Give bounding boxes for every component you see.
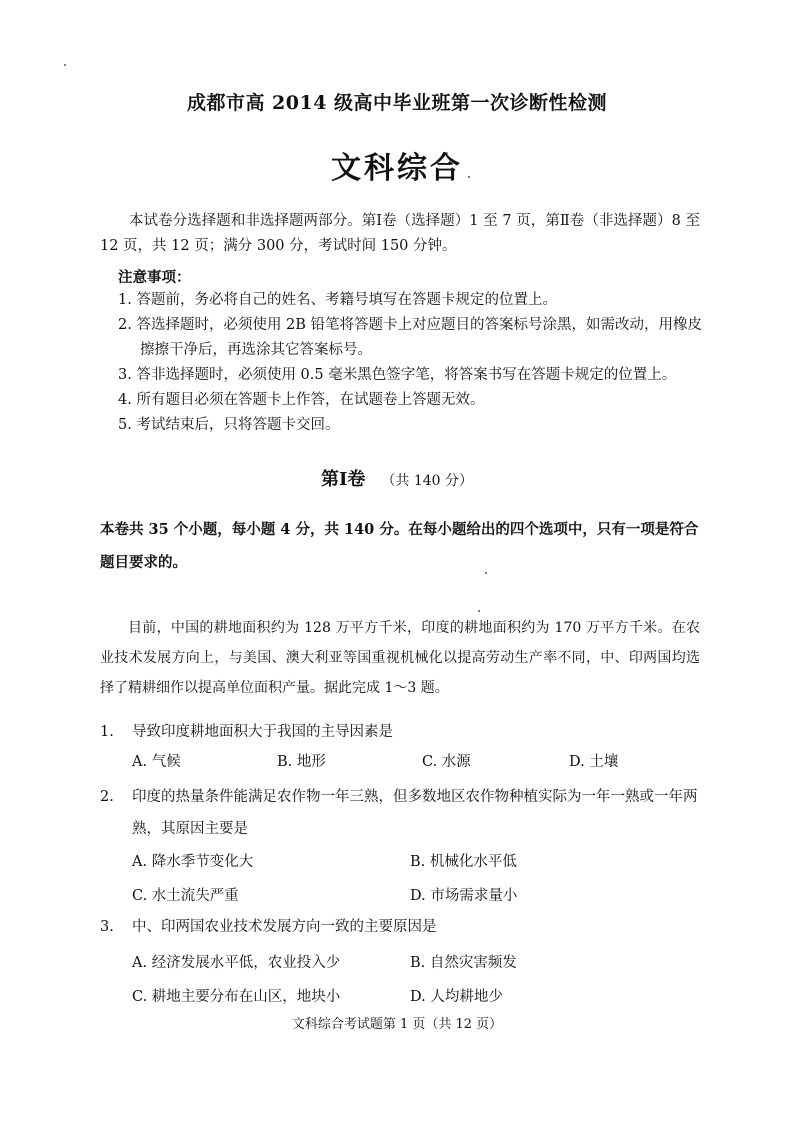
section-title: 第Ⅰ卷 [320, 469, 366, 490]
option-b[interactable]: B. 机械化水平低 [410, 854, 517, 870]
option-d[interactable]: D. 市场需求量小 [410, 888, 518, 904]
question-stem: 中、印两国农业技术发展方向一致的主要原因是 [132, 919, 437, 935]
option-a[interactable]: A. 气候 [132, 754, 181, 770]
question-number: 1. [100, 724, 114, 740]
question-2 [100, 781, 705, 845]
scan-speck [478, 610, 480, 612]
notes-item: 1. 答题前，务必将自己的姓名、考籍号填写在答题卡规定的位置上。 [118, 292, 557, 308]
option-a[interactable]: A. 经济发展水平低，农业投入少 [132, 955, 341, 971]
option-d[interactable]: D. 人均耕地少 [410, 989, 503, 1005]
option-c[interactable]: C. 水土流失严重 [132, 888, 239, 904]
notes-item: 3. 答非选择题时，必须使用 0.5 毫米黑色签字笔，将答案书写在答题卡规定的位置上。 [118, 367, 677, 383]
reading-passage: 目前，中国的耕地面积约为 128 万平方千米，印度的耕地面积约为 170 万平方千米。在农业技术发展方向上，与美国、澳大利亚等国重视机械化以提高劳动生产率不同，中、印两国均选择了精耕细作以提高单位面积产量。据此完成 1～3 题。 [100, 620, 700, 696]
scan-speck [468, 176, 470, 178]
exam-intro: 本试卷分选择题和非选择题两部分。第Ⅰ卷（选择题）1 至 7 页，第Ⅱ卷（非选择题）8 至 12 页，共 12 页；满分 300 分，考试时间 150 分钟。 [100, 213, 700, 254]
section-instruction: 本卷共 35 个小题，每小题 4 分，共 140 分。在每小题给出的四个选项中，只有一项是符合题目要求的。 [100, 521, 699, 571]
exam-subject: 文科综合 [331, 151, 463, 186]
question-stem: 导致印度耕地面积大于我国的主导因素是 [132, 724, 393, 740]
question-number: 2. [100, 789, 114, 805]
scan-speck [485, 572, 487, 574]
scan-speck [64, 64, 66, 66]
option-c[interactable]: C. 水源 [422, 754, 471, 770]
question-3 [100, 911, 705, 943]
option-a[interactable]: A. 降水季节变化大 [132, 854, 254, 870]
notes-list [118, 288, 703, 438]
section-score: （共 140 分） [381, 473, 474, 489]
notes-item: 5. 考试结束后，只将答题卡交回。 [118, 417, 340, 433]
notes-item: 4. 所有题目必须在答题卡上作答，在试题卷上答题无效。 [118, 392, 485, 408]
option-b[interactable]: B. 地形 [277, 754, 326, 770]
question-number: 3. [100, 919, 114, 935]
option-d[interactable]: D. 土壤 [569, 754, 619, 770]
question-1 [100, 716, 705, 748]
question-stem: 印度的热量条件能满足农作物一年三熟，但多数地区农作物种植实际为一年一熟或一年两熟，其原因主要是 [132, 789, 698, 837]
notes-heading: 注意事项： [118, 269, 191, 286]
exam-title: 成都市高 2014 级高中毕业班第一次诊断性检测 [186, 92, 608, 114]
section-header [0, 465, 794, 491]
option-c[interactable]: C. 耕地主要分布在山区，地块小 [132, 989, 341, 1005]
notes-item: 2. 答选择题时，必须使用 2B 铅笔将答题卡上对应题目的答案标号涂黑，如需改动，用橡皮擦擦干净后，再选涂其它答案标号。 [118, 317, 703, 358]
option-b[interactable]: B. 自然灾害频发 [410, 955, 517, 971]
page-footer: 文科综合考试题第 1 页（共 12 页） [291, 1017, 503, 1032]
